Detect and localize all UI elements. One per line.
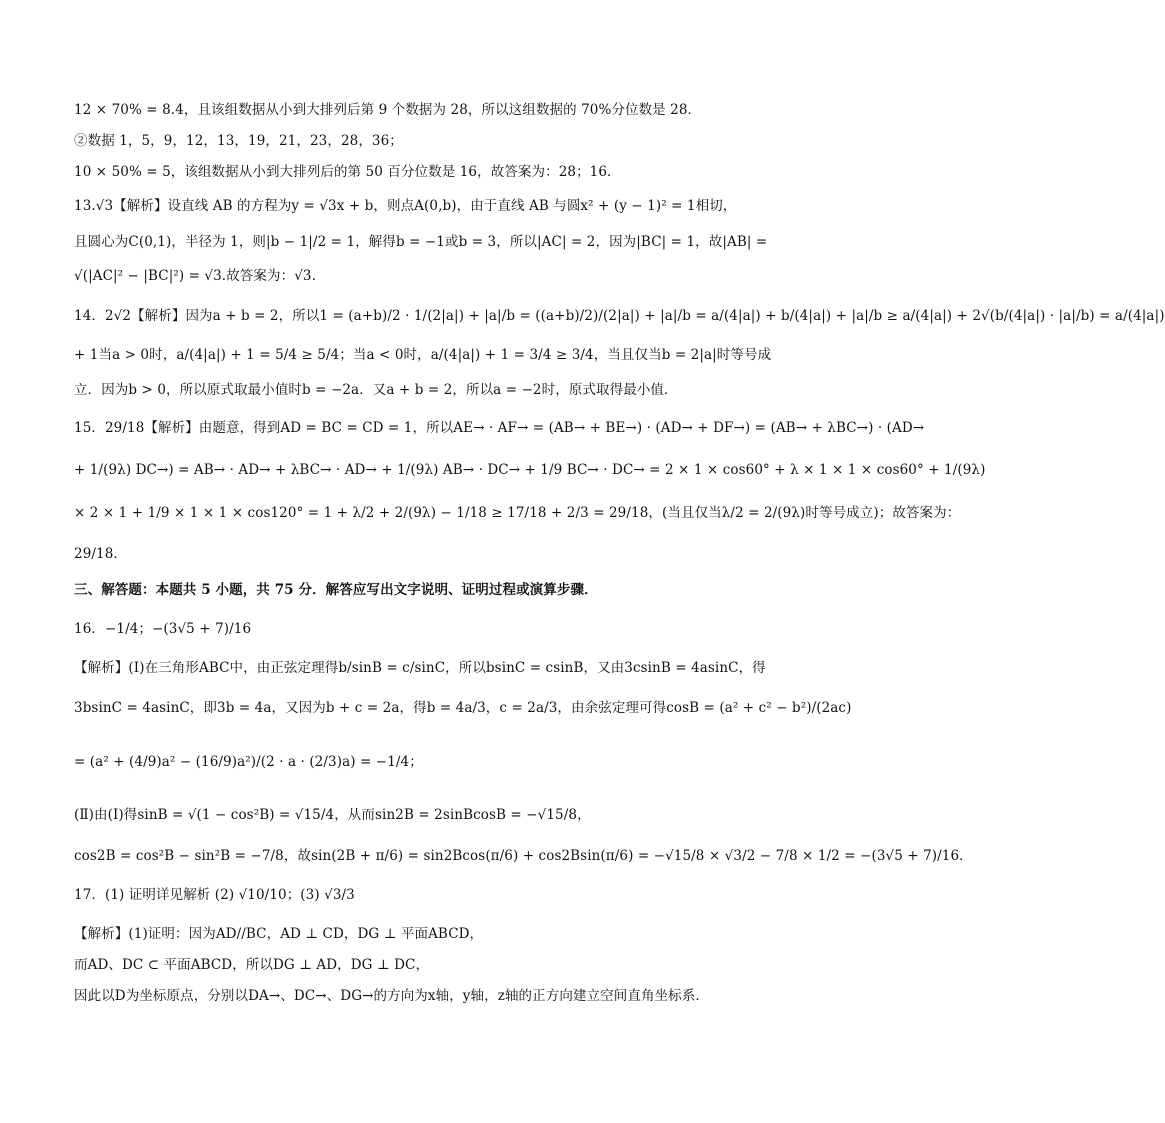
text-line: 10 × 50% = 5，该组数据从小到大排列后的第 50 百分位数是 16，故答案为：28；16．: [74, 164, 621, 180]
text-line: 3bsinC = 4asinC，即3b = 4a，又因为b + c = 2a，得b = 4a/3，c = 2a/3，由余弦定理可得cosB = (a² + c² − b²)/(2ac): [74, 700, 852, 716]
text-line: = (a² + (4/9)a² − (16/9)a²)/(2 · a · (2/3)a) = −1/4；: [74, 754, 423, 770]
text-line: 【解析】(Ⅰ)在三角形ABC中，由正弦定理得b/sinB = c/sinC，所以bsinC = csinB，又由3csinB = 4asinC，得: [74, 660, 766, 676]
text-line: 而AD、DC ⊂ 平面ABCD，所以DG ⊥ AD，DG ⊥ DC，: [74, 957, 430, 973]
text-line: 15．29/18【解析】由题意，得到AD = BC = CD = 1，所以AE→ · AF→ = (AB→ + BE→) · (AD→ + DF→) = (AB→ + λBC→) · (AD→: [74, 420, 925, 436]
text-line: 16．−1/4；−(3√5 + 7)/16: [74, 621, 252, 637]
text-line: 【解析】(1)证明：因为AD//BC，AD ⊥ CD，DG ⊥ 平面ABCD，: [74, 926, 484, 942]
text-line: + 1/(9λ) DC→) = AB→ · AD→ + λBC→ · AD→ + 1/(9λ) AB→ · DC→ + 1/9 BC→ · DC→ = 2 × 1 × cos60° + λ × 1 × 1 × cos60° + 1/(9λ): [74, 462, 986, 478]
section-heading: 三、解答题：本题共 5 小题，共 75 分．解答应写出文字说明、证明过程或演算步骤．: [74, 582, 598, 598]
text-line: cos2B = cos²B − sin²B = −7/8，故sin(2B + π/6) = sin2Bcos(π/6) + cos2Bsin(π/6) = −√15/8 × √3/2 − 7/8 × 1/2 = −(3√5 + 7)/16．: [74, 848, 973, 864]
text-line: 13.√3【解析】设直线 AB 的方程为y = √3x + b，则点A(0,b)，由于直线 AB 与圆x² + (y − 1)² = 1相切，: [74, 198, 737, 214]
text-line: ②数据 1，5，9，12，13，19，21，23，28，36；: [74, 133, 403, 149]
text-line: √(|AC|² − |BC|²) = √3.故答案为：√3.: [74, 268, 316, 284]
text-line: × 2 × 1 + 1/9 × 1 × 1 × cos120° = 1 + λ/2 + 2/(9λ) − 1/18 ≥ 17/18 + 2/3 = 29/18，(当且仅当λ/2 = 2/(9λ)时等号成立)；故答案为：: [74, 505, 961, 521]
text-line: 12 × 70% = 8.4，且该组数据从小到大排列后第 9 个数据为 28，所以这组数据的 70%分位数是 28．: [74, 102, 702, 118]
text-line: 因此以D为坐标原点，分别以DA→、DC→、DG→的方向为x轴，y轴，z轴的正方向建立空间直角坐标系．: [74, 988, 709, 1004]
text-line: 17．(1) 证明详见解析 (2) √10/10；(3) √3/3: [74, 887, 355, 903]
text-line: 立．因为b > 0，所以原式取最小值时b = −2a．又a + b = 2，所以a = −2时，原式取得最小值．: [74, 382, 678, 398]
text-line: (Ⅱ)由(Ⅰ)得sinB = √(1 − cos²B) = √15/4，从而sin2B = 2sinBcosB = −√15/8，: [74, 807, 591, 823]
text-line: 14．2√2【解析】因为a + b = 2，所以1 = (a+b)/2 · 1/(2|a|) + |a|/b = ((a+b)/2)/(2|a|) + |a|/b = a/(4|a|) + b/(4|a|) + |a|/b ≥ a/(4|a|) + 2√(b/(4|a|) · |a|/b) = a/(4|a|): [74, 308, 1165, 324]
text-line: 29/18．: [74, 546, 128, 562]
text-line: 且圆心为C(0,1)，半径为 1，则|b − 1|/2 = 1，解得b = −1或b = 3，所以|AC| = 2，因为|BC| = 1，故|AB| =: [74, 234, 768, 250]
text-line: + 1当a > 0时，a/(4|a|) + 1 = 5/4 ≥ 5/4；当a < 0时，a/(4|a|) + 1 = 3/4 ≥ 3/4，当且仅当b = 2|a|时等号成: [74, 347, 772, 363]
